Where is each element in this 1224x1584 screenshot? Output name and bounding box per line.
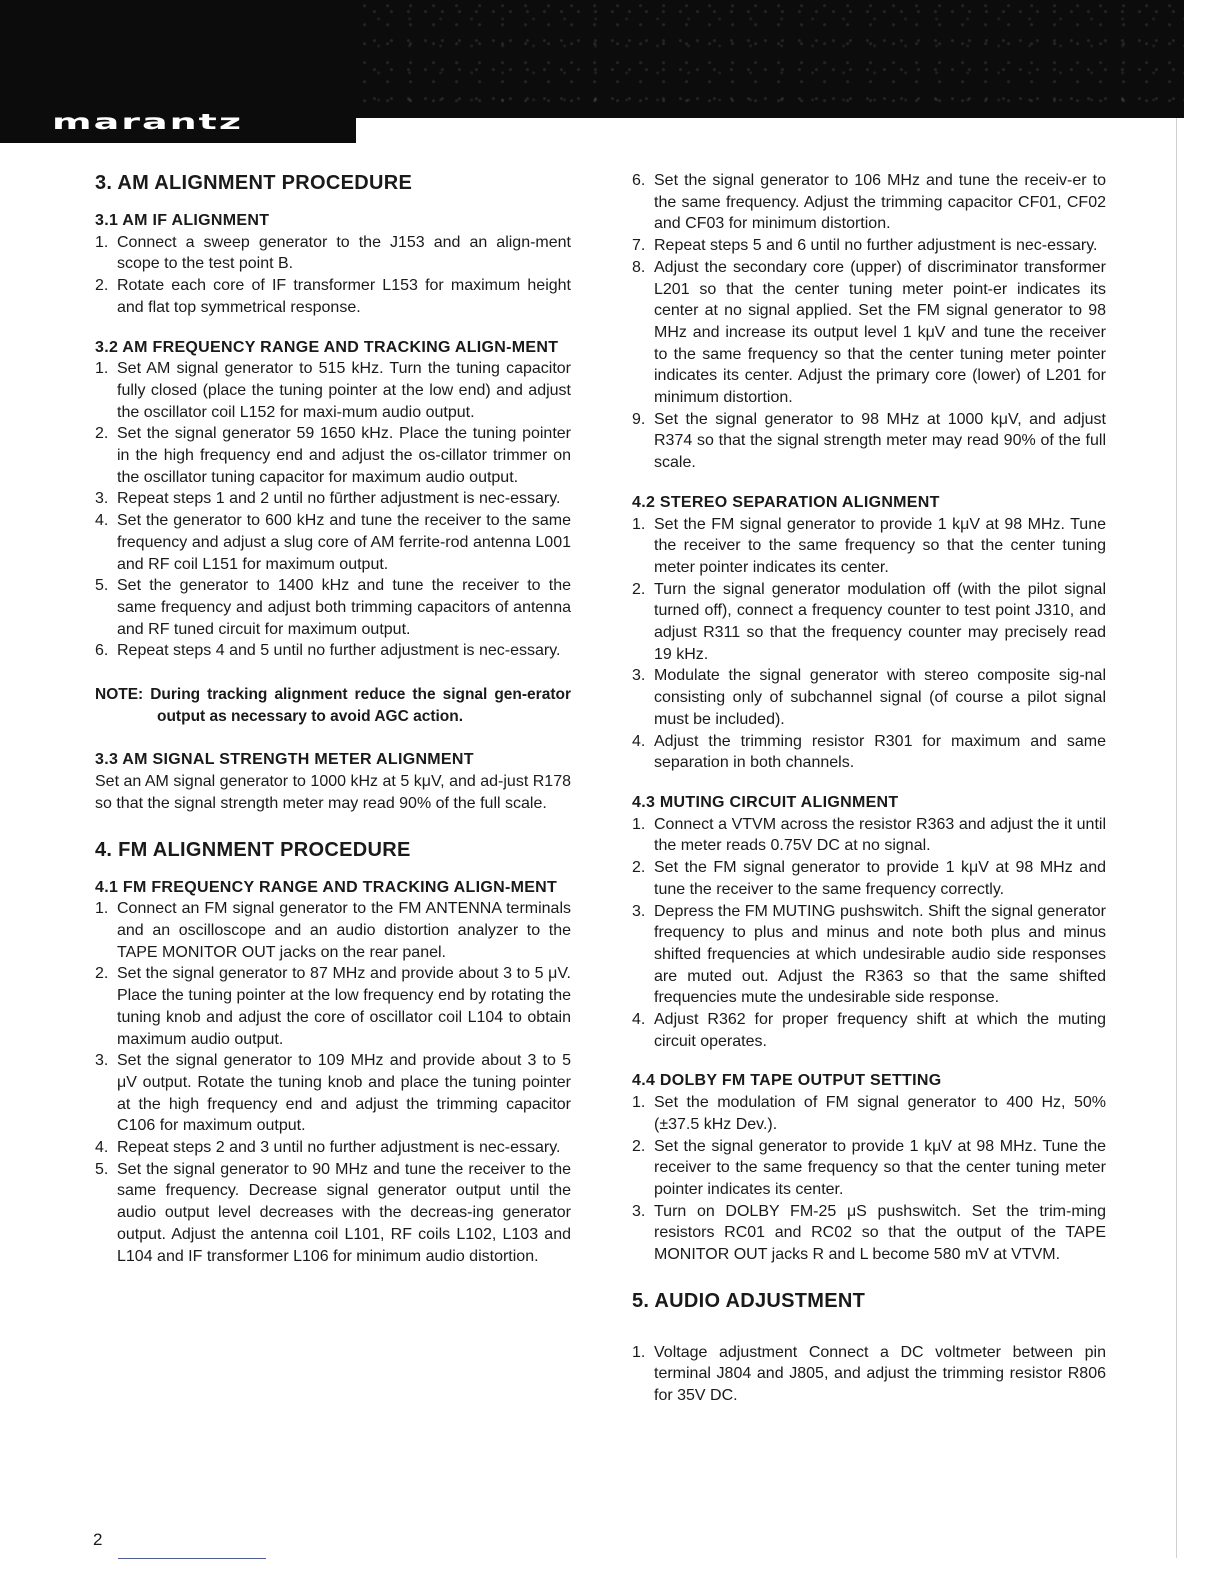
footer-rule bbox=[118, 1558, 266, 1559]
section-3-2-list bbox=[95, 358, 571, 662]
list-item: 9. Set the signal generator to 98 MHz at 1000 kμV, and adjust R374 so that the signal strength meter may read 90% of the full scale. bbox=[632, 410, 1106, 472]
list-item: 2. Set the signal generator to provide 1 kμV at 98 MHz. Tune the receiver to the same frequency so that the center tuning meter pointer indicates its center. bbox=[632, 1137, 1106, 1198]
list-item: 2. Rotate each core of IF transformer L153 for maximum height and flat top symmetrical response. bbox=[95, 277, 571, 316]
section-5-title: 5. AUDIO ADJUSTMENT bbox=[632, 1289, 866, 1312]
list-item: 3. Depress the FM MUTING pushswitch. Shift the signal generator frequency to plus and minus and note both plus and minus shifted frequencies at which undesirable audio side responses are muted out. Adjust the R363 so that the same shifted frequencies mute the undesirable side response. bbox=[632, 902, 1106, 1007]
section-3-3-title: 3.3 AM SIGNAL STRENGTH METER ALIGNMENT bbox=[95, 751, 474, 769]
list-item: 1. Set AM signal generator to 515 kHz. Turn the tuning capacitor fully closed (place the tuning pointer at the low end) and adjust the oscillator coil L152 for maxi-mum audio output. bbox=[95, 360, 571, 421]
list-item: 4. Adjust R362 for proper frequency shift at which the muting circuit operates. bbox=[632, 1011, 1106, 1050]
brand-logo: marantz bbox=[52, 109, 243, 135]
list-item: 1. Connect a sweep generator to the J153 and an align-ment scope to the test point B. bbox=[95, 233, 571, 273]
list-item: 2. Set the FM signal generator to provide 1 kμV at 98 MHz and tune the receiver to the same frequency correctly. bbox=[632, 859, 1106, 898]
list-item: 5. Set the generator to 1400 kHz and tune the receiver to the same frequency and adjust both trimming capacitors of antenna and RF tuned circuit for maximum output. bbox=[95, 577, 571, 638]
list-item: 3. Turn on DOLBY FM-25 μS pushswitch. Set the trim-ming resistors RC01 and RC02 so that the output of the TAPE MONITOR OUT jacks R and L become 580 mV at VTVM. bbox=[632, 1202, 1106, 1264]
list-item: 2. Turn the signal generator modulation off (with the pilot signal turned off), connect a frequency counter to test point J310, and adjust R311 so that the frequency counter may precisely read 19 kHz. bbox=[632, 580, 1106, 663]
section-3-2-title: 3.2 AM FREQUENCY RANGE AND TRACKING ALIGN-MENT bbox=[95, 338, 559, 356]
list-item: 8. Adjust the secondary core (upper) of discriminator transformer L201 so that the center tuning meter point-er indicates its center at no signal applied. Set the FM signal generator to 98 MHz and increase its output level 1 kμV and tune the receiver to the same frequency so that the center tuning meter pointer indicates its center. Adjust the primary core (lower) of L201 for minimum distortion. bbox=[632, 258, 1106, 407]
page-number: 2 bbox=[93, 1530, 103, 1549]
list-item: 1. Set the FM signal generator to provide 1 kμV at 98 MHz. Tune the receiver to the same frequency so that the center tuning meter pointer indicates its center. bbox=[632, 515, 1106, 576]
list-item: 6. Set the signal generator to 106 MHz and tune the receiv-er to the same frequency. Adjust the trimming capacitor CF01, CF02 and CF03 for minimum distortion. bbox=[632, 172, 1106, 233]
list-item: 5. Set the signal generator to 90 MHz and tune the receiver to the same frequency. Decrease signal generator output until the audio output level decreases with the decreas-ing generator output. Adjust the antenna coil L101, RF coils L102, L103 and L104 and IF transformer L106 for minimum audio distortion. bbox=[95, 1160, 571, 1265]
list-item: 6. Repeat steps 4 and 5 until no further adjustment is nec-essary. bbox=[95, 642, 561, 660]
section-4-title: 4. FM ALIGNMENT PROCEDURE bbox=[95, 838, 411, 861]
list-item: 1. Voltage adjustment Connect a DC voltmeter between pin terminal J804 and J805, and adjust the trimming resistor R806 for 35V DC. bbox=[632, 1343, 1106, 1405]
section-4-1-list-continued bbox=[632, 170, 1106, 474]
list-item: 2. Set the signal generator to 87 MHz and provide about 3 to 5 μV. Place the tuning pointer at the low frequency end by rotating the tuning knob and adjust the core of oscillator coil L104 to obtain maximum audio output. bbox=[95, 965, 571, 1048]
list-item: 3. Set the signal generator to 109 MHz and provide about 3 to 5 μV output. Rotate the tuning knob and place the tuning pointer at the high frequency end and adjust the trimming capacitor C106 for maximum output. bbox=[95, 1052, 571, 1135]
page-edge-rule bbox=[1176, 118, 1177, 1558]
section-4-4-list bbox=[632, 1092, 1106, 1266]
section-5-list bbox=[632, 1342, 1106, 1407]
section-4-2-list bbox=[632, 514, 1106, 774]
list-item: 3. Repeat steps 1 and 2 until no fūrther adjustment is nec-essary. bbox=[95, 490, 561, 508]
list-item: 4. Set the generator to 600 kHz and tune the receiver to the same frequency and adjust a slug core of AM ferrite-rod antenna L001 and RF coil L151 for maximum output. bbox=[95, 512, 571, 573]
left-column bbox=[95, 170, 571, 1267]
section-4-4-title: 4.4 DOLBY FM TAPE OUTPUT SETTING bbox=[632, 1072, 942, 1090]
list-item: 1. Connect a VTVM across the resistor R363 and adjust the it until the meter reads 0.75V DC at no signal. bbox=[632, 815, 1106, 855]
list-item: 4. Adjust the trimming resistor R301 for maximum and same separation in both channels. bbox=[632, 732, 1106, 772]
section-4-1-title: 4.1 FM FREQUENCY RANGE AND TRACKING ALIGN-MENT bbox=[95, 878, 558, 896]
list-item: 3. Modulate the signal generator with stereo composite sig-nal consisting only of subchannel signal (of course a pilot signal must be included). bbox=[632, 667, 1106, 728]
header-texture bbox=[360, 0, 1184, 118]
section-3-1-list bbox=[95, 232, 571, 319]
section-3-3-text: Set an AM signal generator to 1000 kHz at 5 kμV, and ad-just R178 so that the signal strength meter may read 90% of the full scale. bbox=[95, 773, 571, 812]
list-item: 1. Set the modulation of FM signal generator to 400 Hz, 50% (±37.5 kHz Dev.). bbox=[632, 1094, 1106, 1133]
list-item: 2. Set the signal generator 59 1650 kHz. Place the tuning pointer in the high frequency end and adjust the os-cillator trimmer on the oscillator tuning capacitor for maximum audio output. bbox=[95, 425, 571, 486]
section-4-3-title: 4.3 MUTING CIRCUIT ALIGNMENT bbox=[632, 793, 899, 811]
section-3-1-title: 3.1 AM IF ALIGNMENT bbox=[95, 212, 270, 229]
section-3-title: 3. AM ALIGNMENT PROCEDURE bbox=[95, 172, 413, 194]
list-item: 7. Repeat steps 5 and 6 until no further adjustment is nec-essary. bbox=[632, 237, 1098, 255]
section-4-3-list bbox=[632, 814, 1106, 1053]
section-4-1-list bbox=[95, 898, 571, 1267]
list-item: 4. Repeat steps 2 and 3 until no further adjustment is nec-essary. bbox=[95, 1139, 561, 1157]
section-4-2-title: 4.2 STEREO SEPARATION ALIGNMENT bbox=[632, 493, 940, 511]
right-column bbox=[632, 170, 1106, 1407]
tracking-note: NOTE: During tracking alignment reduce the signal gen-erator output as necessary to avoid AGC action. bbox=[95, 686, 571, 725]
list-item: 1. Connect an FM signal generator to the FM ANTENNA terminals and an oscilloscope and an audio distortion analyzer to the TAPE MONITOR OUT jacks on the rear panel. bbox=[95, 900, 571, 961]
